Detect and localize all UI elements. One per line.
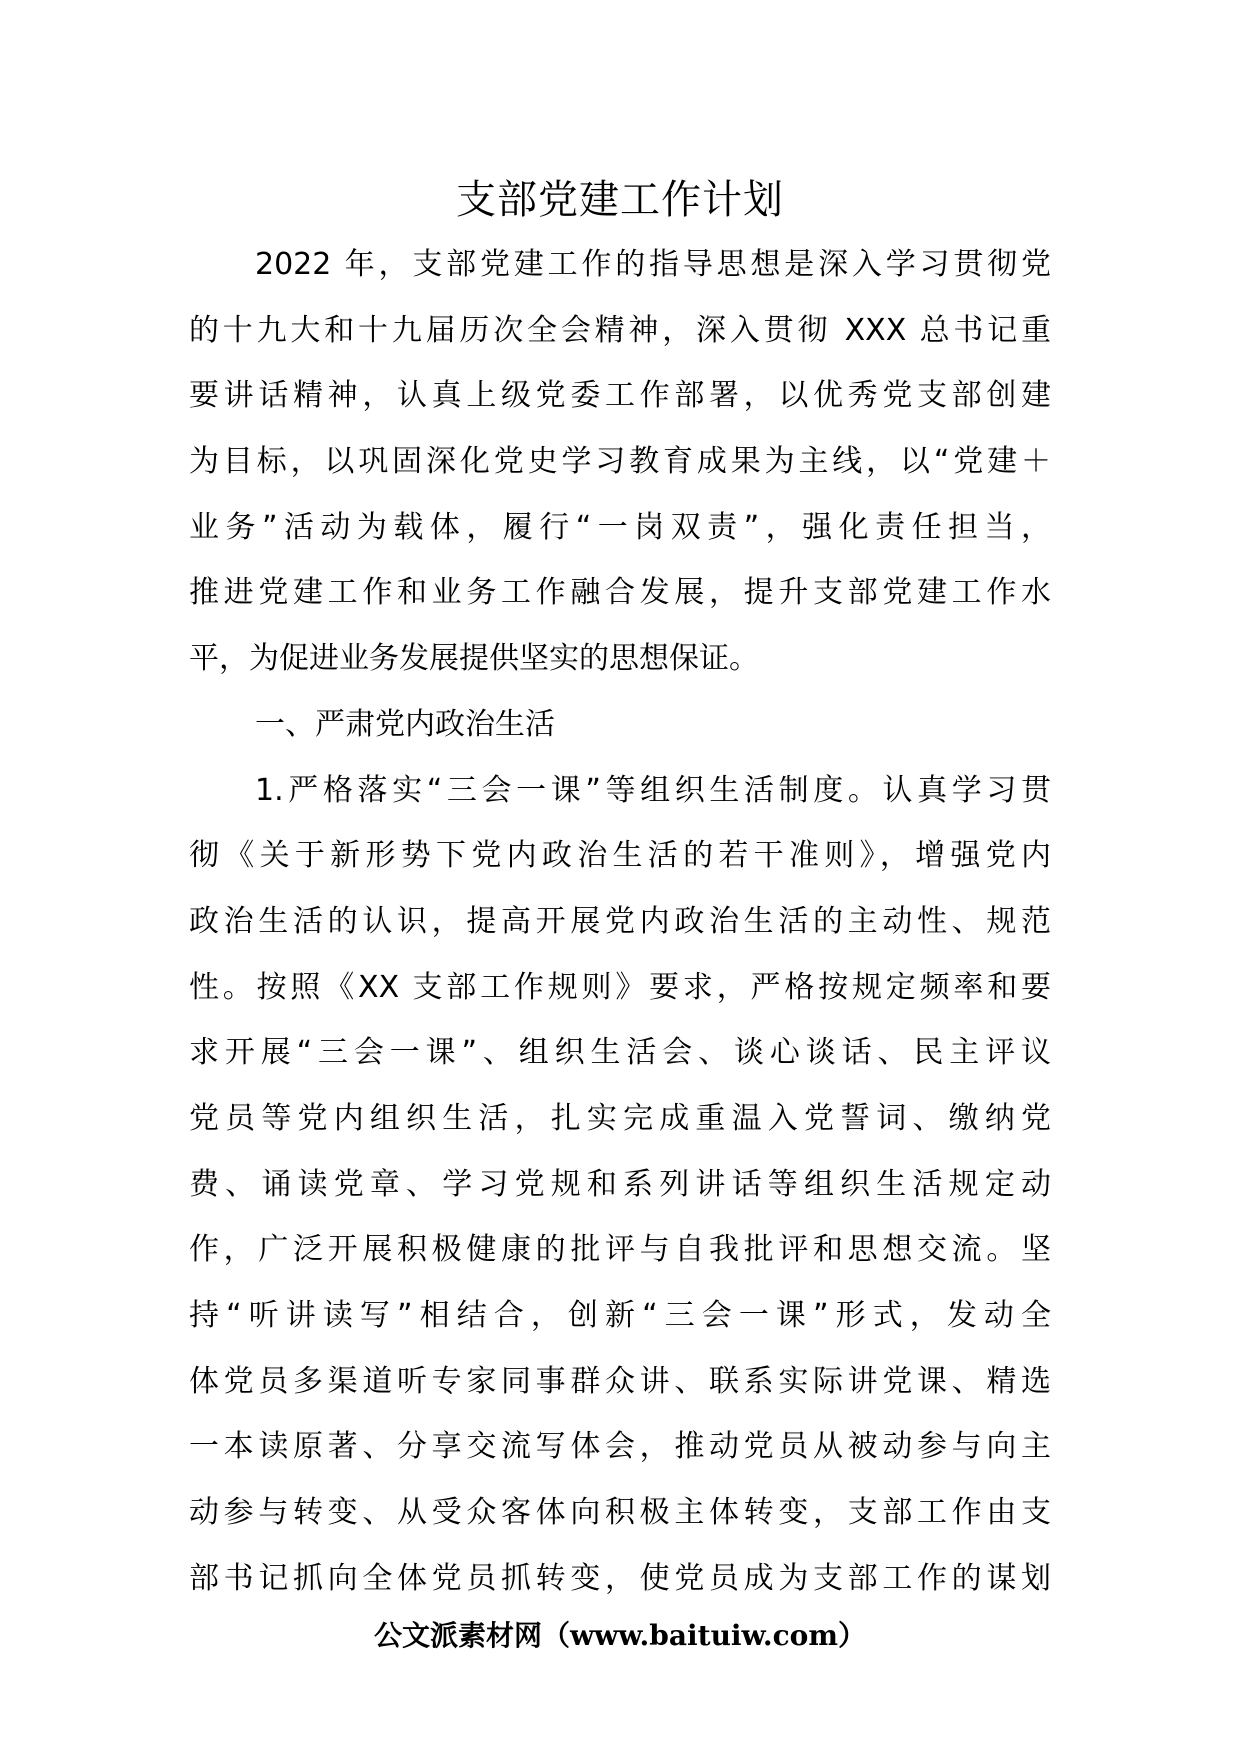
text-line: 要讲话精神，认真上级党委工作部署，以优秀党支部创建 [189, 378, 1051, 414]
watermark-footer: 公文派素材网（www.baituiw.com） [374, 1619, 866, 1652]
text-line: 业务”活动为载体，履行“一岗双责”，强化责任担当， [189, 509, 1051, 545]
text-line: 推进党建工作和业务工作融合发展，提升支部党建工作水 [189, 575, 1051, 611]
text-line: 党员等党内组织生活，扎实完成重温入党誓词、缴纳党 [189, 1100, 1051, 1136]
text-line: 持“听讲读写”相结合，创新“三会一课”形式，发动全 [189, 1298, 1051, 1333]
text-line: 作，广泛开展积极健康的批评与自我批评和思想交流。坚 [189, 1232, 1051, 1268]
text-line: 1.严格落实“三会一课”等组织生活制度。认真学习贯 [255, 772, 1051, 808]
text-line: 性。按照《XX 支部工作规则》要求，严格按规定频率和要 [189, 969, 1051, 1005]
text-line: 彻《关于新形势下党内政治生活的若干准则》，增强党内 [189, 838, 1051, 874]
text-line: 部书记抓向全体党员抓转变，使党员成为支部工作的谋划 [189, 1560, 1051, 1596]
text-line: 费、诵读党章、学习党规和系列讲话等组织生活规定动 [189, 1166, 1051, 1202]
text-line: 体党员多渠道听专家同事群众讲、联系实际讲党课、精选 [189, 1363, 1051, 1399]
text-line: 2022 年，支部党建工作的指导思想是深入学习贯彻党 [255, 247, 1051, 282]
text-line: 一、严肃党内政治生活 [255, 706, 555, 742]
document-body [189, 232, 1051, 1611]
text-line: 一本读原著、分享交流写体会，推动党员从被动参与向主 [189, 1429, 1051, 1465]
text-line: 的十九大和十九届历次全会精神，深入贯彻 XXX 总书记重 [189, 312, 1051, 348]
text-line: 平，为促进业务发展提供坚实的思想保证。 [189, 641, 759, 677]
text-line: 政治生活的认识，提高开展党内政治生活的主动性、规范 [189, 903, 1051, 939]
text-line: 为目标，以巩固深化党史学习教育成果为主线，以“党建＋ [189, 444, 1051, 480]
text-line: 求开展“三会一课”、组织生活会、谈心谈话、民主评议 [189, 1035, 1051, 1071]
text-line: 动参与转变、从受众客体向积极主体转变，支部工作由支 [189, 1495, 1051, 1531]
document-title: 支部党建工作计划 [456, 177, 784, 223]
